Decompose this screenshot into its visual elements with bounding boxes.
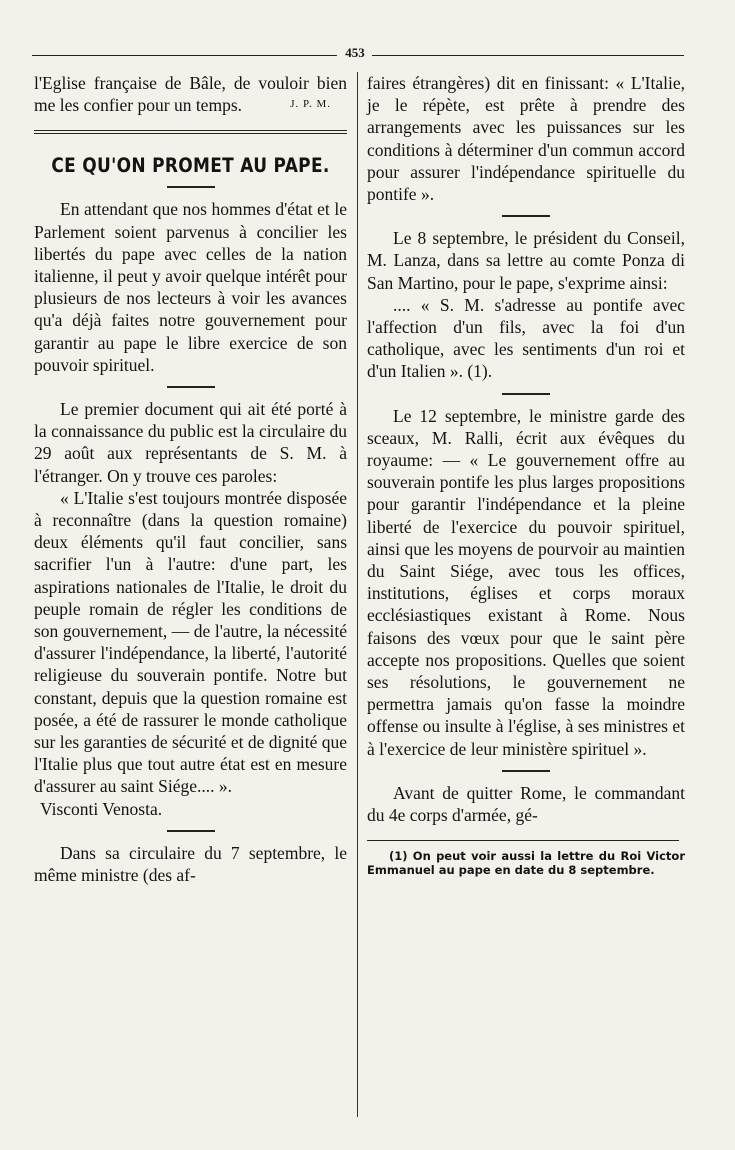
separator-rule-4	[502, 393, 550, 395]
paragraph-3: Dans sa circulaire du 7 septembre, le même ministre (des af-	[34, 842, 347, 886]
intro-block	[34, 72, 347, 116]
footnote: (1) On peut voir aussi la lettre du Roi Victor Emmanuel au pape en date du 8 septembre.	[367, 849, 685, 878]
quote-2: .... « S. M. s'adresse au pontife avec l'affection d'un fils, avec la foi d'un catholique, avec les sentiments d'un roi et d'un Italien ». (1).	[367, 294, 685, 382]
page-number: 453	[345, 45, 365, 60]
intro-text: l'Eglise française de Bâle, de vouloir bien me les confier pour un temps.	[34, 73, 347, 116]
title-rule	[167, 186, 215, 188]
section-double-rule	[34, 130, 347, 134]
separator-rule-1	[167, 386, 215, 388]
footnote-rule	[367, 840, 679, 841]
header-rule-right	[372, 55, 684, 56]
paragraph-6: Avant de quitter Rome, le commandant du 4e corps d'armée, gé-	[367, 782, 685, 826]
separator-rule-2	[167, 830, 215, 832]
quote-1-signature: Visconti Venosta.	[40, 798, 163, 819]
continuation-text: faires étrangères) dit en finissant: « L'Italie, je le répète, est prête à prendre des arrangements avec les puissances sur les conditions à déterminer d'un commun accord pour assurer l'indépendance spirituelle du pontife ».	[367, 73, 685, 205]
article-title: CE QU'ON PROMET AU PAPE.	[51, 154, 330, 178]
column-divider	[357, 72, 358, 1117]
left-column	[34, 72, 347, 886]
intro-signature: J. P. M.	[290, 98, 331, 111]
paragraph-2: Le premier document qui ait été porté à la connaissance du public est la circulaire du 29 août aux représentants de S. M. à l'étranger. On y trouve ces paroles:	[34, 399, 347, 486]
separator-rule-3	[502, 215, 550, 217]
header-rule-left	[32, 55, 337, 56]
paragraph-1: En attendant que nos hommes d'état et le Parlement soient parvenus à concilier les libertés du pape avec celles de la nation italienne, il peut y avoir quelque intérêt pour plusieurs de nos lecteurs à voir les avances qu'a déjà faites notre gouvernement pour garantir au pape le libre exercice de son pouvoir spirituel.	[34, 199, 347, 375]
paragraph-4: Le 8 septembre, le président du Conseil, M. Lanza, dans sa lettre au comte Ponza di San Martino, pour le pape, s'exprime ainsi:	[367, 228, 685, 293]
paragraph-5: Le 12 septembre, le ministre garde des sceaux, M. Ralli, écrit aux évêques du royaume: — « Le gouvernement offre au souverain pontife les plus larges propositions pour garantir l'indépendance et la pleine liberté de l'exercice du pouvoir spirituel, ainsi que les moyens de pourvoir au maintien du Saint Siége, avec tous les offices, institutions, églises et corps moraux ecclésiastiques existant à Rome. Nous faisons des vœux pour que le saint père accepte nos propositions. Quelles que soient ses résolutions, le gouvernement ne permettra jamais qu'on fasse la moindre offense ou insulte à l'église, à ses ministres et à l'exercice de leur ministère spirituel ».	[367, 405, 685, 759]
right-column	[367, 72, 685, 877]
separator-rule-5	[502, 770, 550, 772]
quote-1: « L'Italie s'est toujours montrée disposée à reconnaître (dans la question romaine) deux éléments qu'il faut concilier, sans sacrifier l'un à l'autre: d'une part, les aspirations nationales de l'Italie, le droit du peuple romain de régler les conditions de son gouvernement, — de l'autre, la nécessité d'assurer l'indépendance, la liberté, l'autorité religieuse du souverain pontife. Notre but constant, depuis que la question romaine est posée, a été de rassurer le monde catholique sur les garanties de sécurité et de dignité que l'Italie plus que tout autre état est en mesure d'assurer au saint Siége.... ».	[34, 487, 347, 797]
